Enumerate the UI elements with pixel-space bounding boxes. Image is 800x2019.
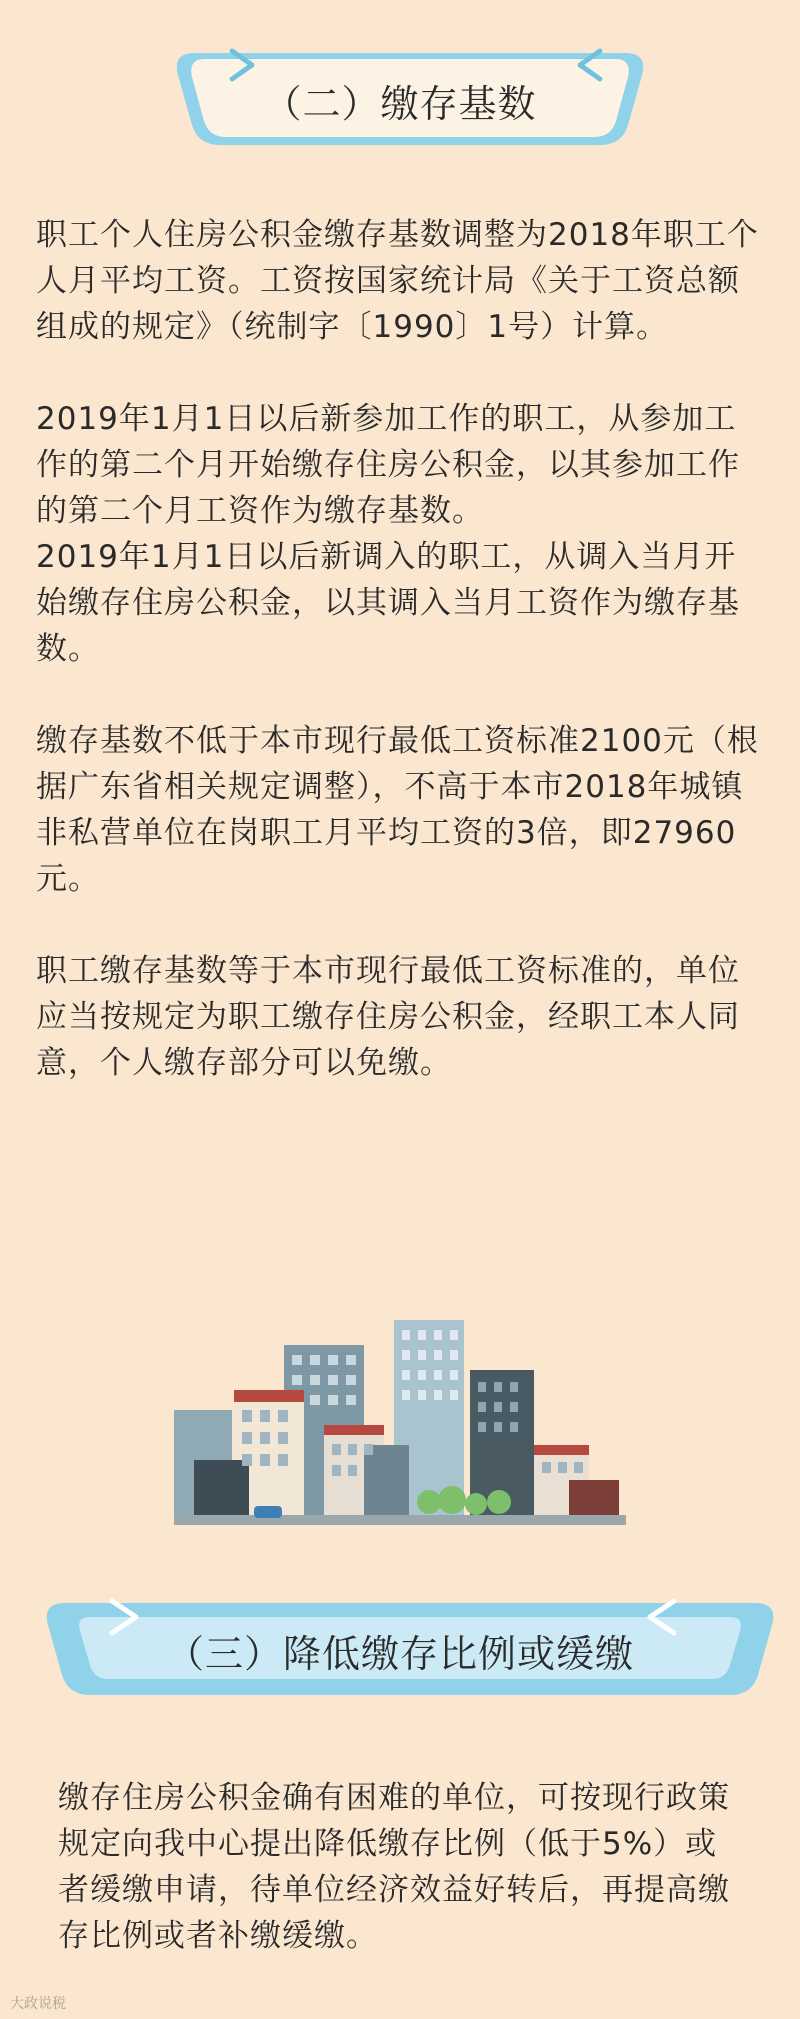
paragraph: 缴存住房公积金确有困难的单位，可按现行政策规定向我中心提出降低缴存比例（低于5%）或者缓缴申请，待单位经济效益好转后，再提高缴存比例或者补缴缓缴。 — [58, 1780, 730, 1954]
section-3-body — [58, 1775, 746, 1959]
city-illustration — [174, 1310, 626, 1530]
paragraph: 职工缴存基数等于本市现行最低工资标准的，单位应当按规定为职工缴存住房公积金，经职工本人同意，个人缴存部分可以免缴。 — [36, 953, 740, 1081]
paragraph: 2019年1月1日以后新参加工作的职工，从参加工作的第二个月开始缴存住房公积金，以其参加工作的第二个月工资作为缴存基数。 — [36, 401, 740, 529]
watermark: 大政说税 — [10, 1996, 66, 2012]
chevron-left-icon — [640, 1595, 700, 1705]
section-2-body — [36, 212, 764, 1086]
section-3-title: （三）降低缴存比例或缓缴 — [165, 1631, 634, 1676]
section-2-title: （二）缴存基数 — [263, 81, 537, 126]
paragraph: 缴存基数不低于本市现行最低工资标准2100元（根据广东省相关规定调整），不高于本市2018年城镇非私营单位在岗职工月平均工资的3倍，即27960元。 — [36, 723, 759, 897]
chevron-left-icon — [570, 45, 630, 155]
paragraph: 2019年1月1日以后新调入的职工，从调入当月开始缴存住房公积金，以其调入当月工资作为缴存基数。 — [36, 539, 740, 667]
section-2-banner — [0, 45, 800, 155]
paragraph: 职工个人住房公积金缴存基数调整为2018年职工个人月平均工资。工资按国家统计局《关于工资总额组成的规定》（统制字〔1990〕1号）计算。 — [36, 217, 759, 345]
section-3-banner — [0, 1595, 800, 1705]
